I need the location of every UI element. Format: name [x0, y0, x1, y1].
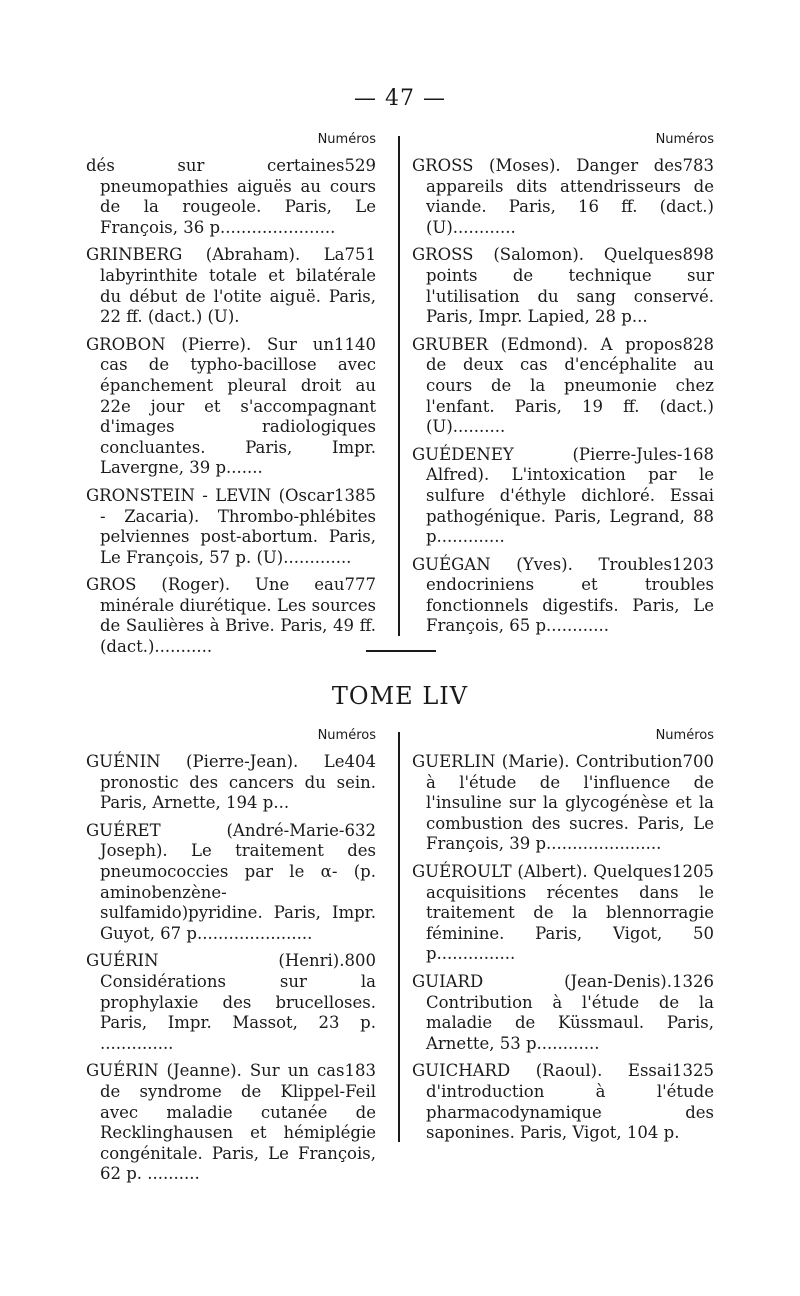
entry-text: GROSS (Salomon). Quelques points de technique sur l'utilisation du sang conservé. Paris, Impr. Lapied, 28 p...	[412, 245, 714, 327]
entry-text: GUÉRET (André-Marie-Joseph). Le traitement des pneumococcies par le α- (p. aminobenzène-sulfamido)pyridine. Paris, Impr. Guyot, 67 p......................	[86, 820, 376, 943]
entry-number: 1385	[334, 485, 376, 505]
entry-number: 777	[344, 575, 376, 595]
bottom-section	[86, 726, 726, 1184]
entry-text: GUÉRIN (Henri). Considérations sur la prophylaxie des brucelloses. Paris, Impr. Massot, 23 p. ..............	[86, 951, 376, 1053]
index-entry	[86, 486, 376, 568]
entry-text: GRUBER (Edmond). A propos de deux cas d'encéphalite au cours de la pneumonie chez l'enfant. Paris, 19 ff. (dact.) (U)..........	[412, 334, 714, 437]
entry-text: GUERLIN (Marie). Contribution à l'étude de l'influence de l'insuline sur la glycogénèse et la combustion des sucres. Paris, Le François, 39 p......................	[412, 752, 714, 854]
entry-number: 529	[344, 156, 376, 175]
entry-text: GUÉRIN (Jeanne). Sur un cas de syndrome de Klippel-Feil avec maladie cutanée de Recklinghausen et hémiplégie congénitale. Paris, Le François, 62 p. ..........	[86, 1061, 376, 1184]
entry-number: 1205	[672, 861, 714, 881]
entry-number: 800	[344, 951, 376, 971]
tome-title: TOME LIV	[331, 682, 469, 710]
entry-text: GROSS (Moses). Danger des appareils dits attendrisseurs de viande. Paris, 16 ff. (dact.) (U)............	[412, 156, 714, 237]
entry-number: 1140	[334, 334, 376, 354]
index-entry	[412, 156, 714, 238]
section-rule	[366, 650, 436, 652]
entry-text: dés sur certaines pneumopathies aiguës au cours de la rougeole. Paris, Le François, 36 p......................	[86, 156, 376, 237]
top-section	[86, 130, 726, 657]
entry-number: 898	[682, 245, 714, 265]
index-entry	[412, 445, 714, 548]
index-entry	[86, 752, 376, 814]
entry-text: GUÉDENEY (Pierre-Jules-Alfred). L'intoxication par le sulfure d'éthyle dichloré. Essai pathogénique. Paris, Legrand, 88 p.............	[412, 444, 714, 547]
column-header: Numéros	[655, 132, 714, 147]
index-entry	[412, 972, 714, 1054]
entry-text: GUÉGAN (Yves). Troubles endocriniens et troubles fonctionnels digestifs. Paris, Le François, 65 p............	[412, 554, 714, 636]
entry-text: GROBON (Pierre). Sur un cas de typho-bacillose avec épanchement pleural droit au 22e jour et s'accompagnant d'images radiologiques concluantes. Paris, Impr. Lavergne, 39 p.......	[86, 334, 376, 478]
entry-number: 751	[344, 245, 376, 265]
entry-number: 783	[682, 156, 714, 175]
entry-text: GUIARD (Jean-Denis). Contribution à l'étude de la maladie de Küssmaul. Paris, Arnette, 53 p............	[412, 971, 714, 1053]
column-divider	[398, 136, 400, 636]
index-entry	[412, 752, 714, 855]
column-header: Numéros	[317, 728, 376, 743]
index-entry	[86, 335, 376, 479]
column-header: Numéros	[317, 132, 376, 147]
entry-number: 168	[682, 444, 714, 464]
index-entry	[86, 245, 376, 327]
entry-number: 700	[682, 752, 714, 771]
top-left-column	[86, 130, 376, 665]
top-right-column	[412, 130, 714, 644]
index-entry	[86, 1061, 376, 1185]
bottom-left-column	[86, 726, 376, 1192]
entry-number: 1326	[672, 971, 714, 991]
entry-text: GUÉNIN (Pierre-Jean). Le pronostic des cancers du sein. Paris, Arnette, 194 p...	[86, 752, 376, 813]
index-entry	[412, 335, 714, 438]
index-entry	[412, 555, 714, 637]
entry-text: GROS (Roger). Une eau minérale diurétique. Les sources de Saulières à Brive. Paris, 49 ff. (dact.)...........	[86, 575, 376, 657]
entry-number: 828	[682, 334, 714, 354]
index-entry	[412, 245, 714, 327]
entry-number: 183	[344, 1061, 376, 1081]
entry-text: GRONSTEIN - LEVIN (Oscar - Zacaria). Thrombo-phlébites pelviennes post-abortum. Paris, Le François, 57 p. (U).............	[86, 485, 376, 567]
entry-text: GRINBERG (Abraham). La labyrinthite totale et bilatérale du début de l'otite aiguë. Paris, 22 ff. (dact.) (U).	[86, 245, 376, 327]
entry-number: 1325	[672, 1061, 714, 1081]
entry-number: 632	[344, 820, 376, 840]
index-entry	[86, 821, 376, 945]
index-entry	[412, 1061, 714, 1143]
index-entry	[412, 862, 714, 965]
entry-number: 404	[344, 752, 376, 771]
bottom-right-column	[412, 726, 714, 1151]
index-entry	[86, 951, 376, 1054]
page-number: — 47 —	[354, 86, 446, 111]
index-entry	[86, 156, 376, 238]
column-divider	[398, 732, 400, 1142]
entry-text: GUICHARD (Raoul). Essai d'introduction à l'étude pharmacodynamique des saponines. Paris, Vigot, 104 p.	[412, 1061, 714, 1143]
column-header: Numéros	[655, 728, 714, 743]
index-entry	[86, 575, 376, 657]
entry-number: 1203	[672, 554, 714, 574]
entry-text: GUÉROULT (Albert). Quelques acquisitions récentes dans le traitement de la blennorragie féminine. Paris, Vigot, 50 p...............	[412, 861, 714, 964]
